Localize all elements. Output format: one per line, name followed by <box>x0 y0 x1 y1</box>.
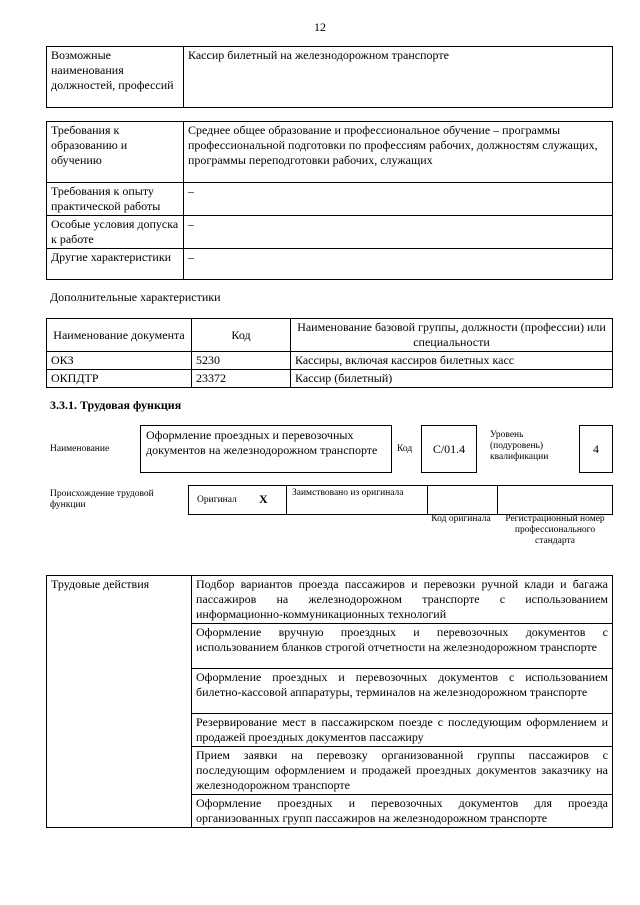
requirement-label: Требования к опыту практической работы <box>47 183 184 216</box>
borrowed-label: Заимствовано из оригинала <box>292 488 404 498</box>
origin-divider <box>427 486 428 514</box>
additional-row <box>47 352 613 370</box>
labor-action-row <box>47 576 613 624</box>
labor-action: Оформление вручную проездных и перевозочных документов с использованием бланков строгой отчетности на железнодорожном транспорте <box>192 624 613 669</box>
labor-action: Подбор вариантов проезда пассажиров и перевозки ручной клади и багажа пассажиров на железнодорожном транспорте с использованием информационно-коммуникационных технологий <box>192 576 613 624</box>
additional-header-row <box>47 319 613 352</box>
header-group-name: Наименование базовой группы, должности (профессии) или специальности <box>291 319 613 352</box>
requirement-label: Особые условия допуска к работе <box>47 216 184 249</box>
requirement-row <box>47 183 613 216</box>
requirement-value: – <box>184 249 613 280</box>
additional-heading: Дополнительные характеристики <box>50 290 221 304</box>
code-box <box>421 425 477 473</box>
professions-label: Возможные наименования должностей, профессий <box>47 47 184 108</box>
code-label: Код <box>397 444 413 454</box>
original-label: Оригинал <box>197 495 237 505</box>
function-name-box <box>140 425 392 473</box>
labor-action: Оформление проездных и перевозочных документов с использованием билетно-кассовой аппаратуры, терминалов на железнодорожном транспорте <box>192 669 613 714</box>
professions-value: Кассир билетный на железнодорожном транспорте <box>184 47 613 108</box>
labor-action: Резервирование мест в пассажирском поезде с последующим оформлением и продажей проездных документов пассажиру <box>192 714 613 747</box>
additional-table <box>46 318 613 388</box>
additional-cell: 23372 <box>192 370 291 388</box>
requirement-value: – <box>184 183 613 216</box>
requirement-value: – <box>184 216 613 249</box>
additional-cell: 5230 <box>192 352 291 370</box>
origin-label: Происхождение трудовой функции <box>50 489 154 510</box>
additional-cell: Кассиры, включая кассиров билетных касс <box>291 352 613 370</box>
requirements-table <box>46 121 613 280</box>
page-number: 12 <box>314 20 326 34</box>
origin-box <box>188 485 613 515</box>
header-code: Код <box>192 319 291 352</box>
level-label: Уровень (подуровень) квалификации <box>490 430 549 462</box>
requirement-value: Среднее общее образование и профессиональное обучение – программы профессиональной подготовки по профессиям рабочих, должностям служащих, программы переподготовки рабочих, служащих <box>184 122 613 183</box>
section-title: 3.3.1. Трудовая функция <box>50 398 182 412</box>
additional-row <box>47 370 613 388</box>
requirement-row <box>47 216 613 249</box>
name-label: Наименование <box>50 444 110 454</box>
origin-divider <box>286 486 287 514</box>
function-name: Оформление проездных и перевозочных документов на железнодорожном транспорте <box>146 428 378 457</box>
original-mark: X <box>259 492 268 506</box>
additional-cell: ОКЗ <box>47 352 192 370</box>
code-original-caption: Код оригинала <box>431 514 491 524</box>
level-value: 4 <box>593 441 599 456</box>
code-value: C/01.4 <box>432 441 466 456</box>
reg-number-caption: Регистрационный номер профессионального стандарта <box>505 514 605 546</box>
requirement-label: Другие характеристики <box>47 249 184 280</box>
requirement-label: Требования к образованию и обучению <box>47 122 184 183</box>
labor-actions-label: Трудовые действия <box>47 576 192 828</box>
professions-table <box>46 46 613 108</box>
header-document-name: Наименование документа <box>47 319 192 352</box>
additional-cell: ОКПДТР <box>47 370 192 388</box>
labor-action: Оформление проездных и перевозочных документов для проезда организованных групп пассажиров на железнодорожном транспорте <box>192 795 613 828</box>
level-box <box>579 425 613 473</box>
labor-action: Прием заявки на перевозку организованной группы пассажиров с последующим оформлением и продажей проездных документов заказчику на железнодорожном транспорте <box>192 747 613 795</box>
additional-cell: Кассир (билетный) <box>291 370 613 388</box>
requirement-row <box>47 249 613 280</box>
requirement-row <box>47 122 613 183</box>
labor-actions-table <box>46 575 613 828</box>
origin-divider <box>497 486 498 514</box>
